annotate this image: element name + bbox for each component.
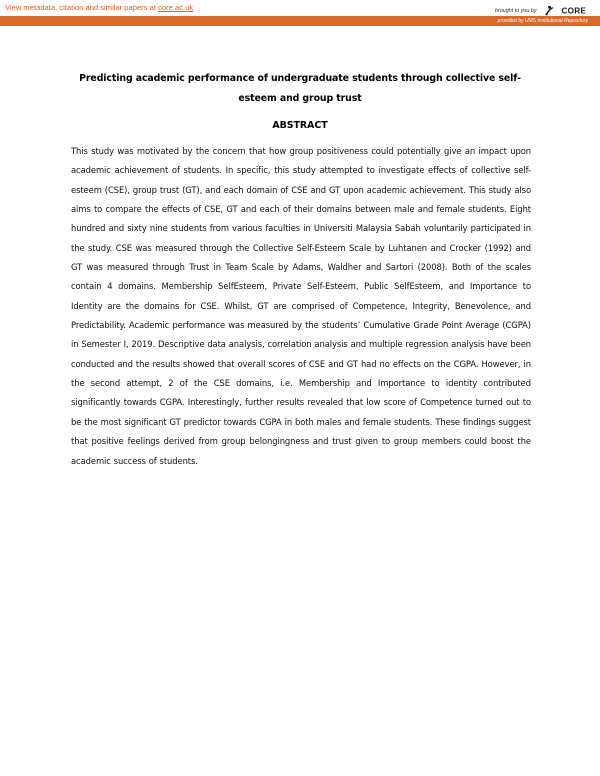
abstract-text: This study was motivated by the concern that how group positiveness could potentially give an impact upon academic achievement of students. In specific, this study attempted to investigate effects of collective self-esteem (CSE), group trust (GT), and each domain of CSE and GT upon academic achievement. This study also aims to compare the effects of CSE, GT and each of their domains between male and female students. Eight hundred and sixty nine students from various faculties in Universiti Malaysia Sabah voluntarily participated in the study. CSE was measured through the Collective Self-Esteem Scale by Luhtanen and Crocker (1992) and GT was measured through Trust in Team Scale by Adams, Waldher and Sartori (2008). Both of the scales contain 4 domains. Membership SelfEsteem, Private Self-Esteem, Public SelfEsteem, and Importance to Identity are the domains for CSE. Whilst, GT are comprised of Competence, Integrity, Benevolence, and Predictability. Academic performance was measured by the students’ Cumulative Grade Point Average (CGPA) in Semester I, 2019. Descriptive data analysis, correlation analysis and multiple regression analysis have been conducted and the results showed that overall scores of CSE and GT had no effects on the CGPA. However, in the second attempt, 2 of the CSE domains, i.e. Membership and Importance to identity contributed significantly towards CGPA. Interestingly, further results revealed that low score of Competence turned out to be the most significant GT predictor towards CGPA in both males and female students. These findings suggest that positive feelings derived from group belongingness and trust given to group members could boost the academic success of students. (71, 146, 531, 466)
core-brand[interactable] (495, 2, 586, 15)
metadata-notice (5, 3, 193, 13)
provided-by-bar (0, 16, 600, 26)
abstract-heading: ABSTRACT (272, 120, 328, 131)
core-ac-uk-link[interactable]: core.ac.uk (158, 3, 194, 12)
core-header (0, 0, 600, 16)
core-logo-icon (544, 5, 555, 16)
paper-title: Predicting academic performance of undergraduate students through collective self-esteem and group trust (79, 73, 521, 104)
core-logo-text: CORE (561, 6, 586, 16)
metadata-prefix: View metadata, citation and similar papers at (5, 3, 159, 12)
provided-by-text: provided by UMS Institutional Repository (497, 18, 588, 24)
brought-to-you-label: brought to you by (494, 7, 537, 14)
